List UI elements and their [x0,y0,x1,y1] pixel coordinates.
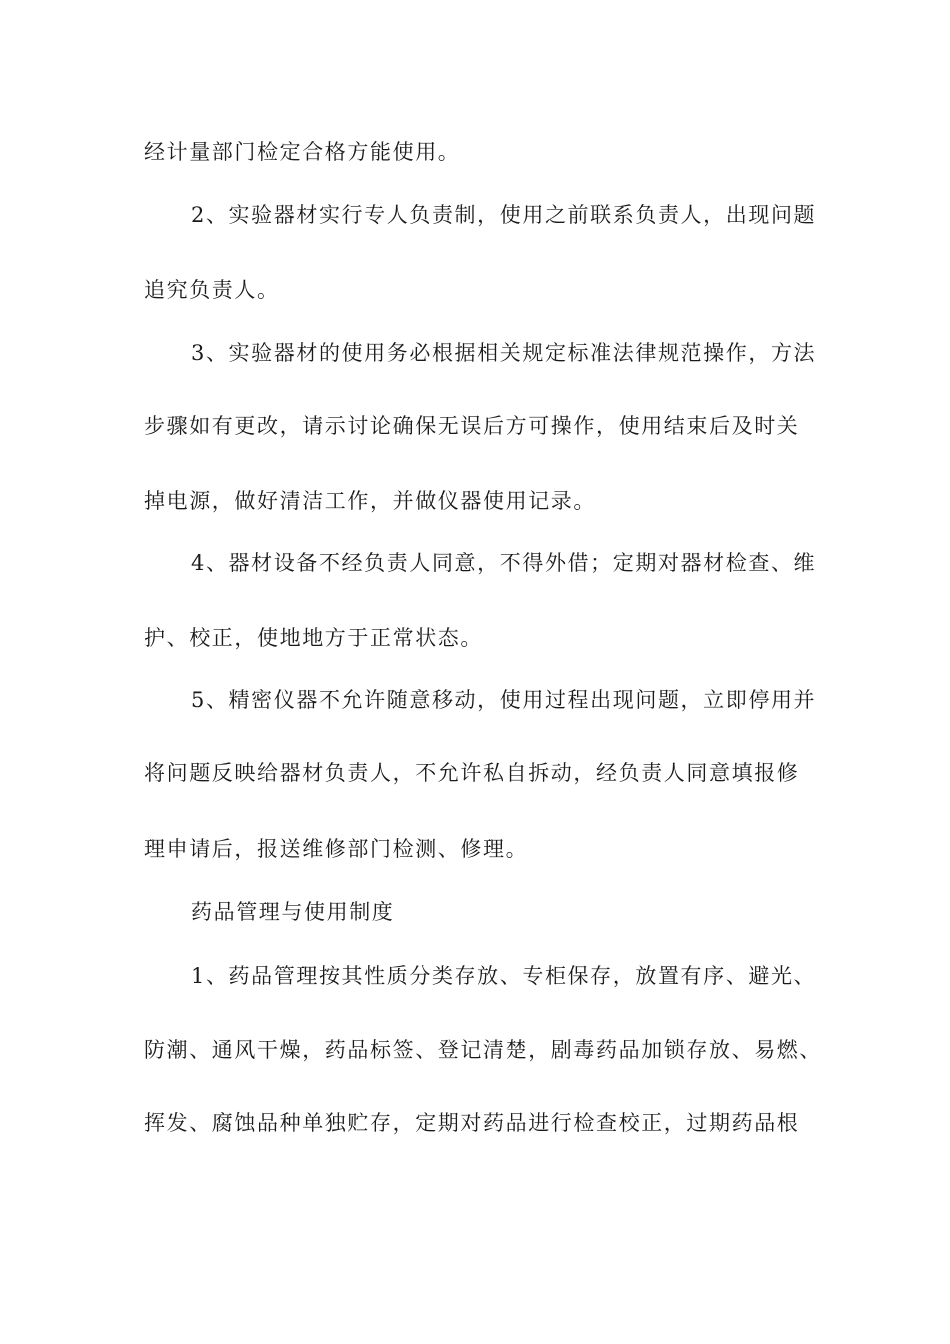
text-line: 挥发、腐蚀品种单独贮存，定期对药品进行检查校正，过期药品根 [144,1111,800,1135]
paragraph-1-line: 1、药品管理按其性质分类存放、专柜保存，放置有序、避光、 [191,964,817,988]
text-line: 经计量部门检定合格方能使用。 [144,140,461,164]
paragraph-2-line: 2、实验器材实行专人负责制，使用之前联系负责人，出现问题 [191,203,817,227]
text-line: 防潮、通风干燥，药品标签、登记清楚，剧毒药品加锁存放、易燃、 [144,1038,822,1062]
text-line: 掉电源，做好清洁工作，并做仪器使用记录。 [144,489,596,513]
paragraph-3-line: 3、实验器材的使用务必根据相关规定标准法律规范操作，方法 [191,341,817,365]
text-line: 步骤如有更改，请示讨论确保无误后方可操作，使用结束后及时关 [144,414,800,438]
paragraph-5-line: 5、精密仪器不允许随意移动，使用过程出现问题，立即停用并 [191,688,817,712]
text-line: 理申请后，报送维修部门检测、修理。 [144,837,529,861]
text-line: 追究负责人。 [144,278,280,302]
text-line: 将问题反映给器材负责人，不允许私自拆动，经负责人同意填报修 [144,761,800,785]
text-line: 护、校正，使地地方于正常状态。 [144,626,483,650]
section-heading: 药品管理与使用制度 [191,900,395,924]
paragraph-4-line: 4、器材设备不经负责人同意，不得外借；定期对器材检查、维 [191,551,817,575]
